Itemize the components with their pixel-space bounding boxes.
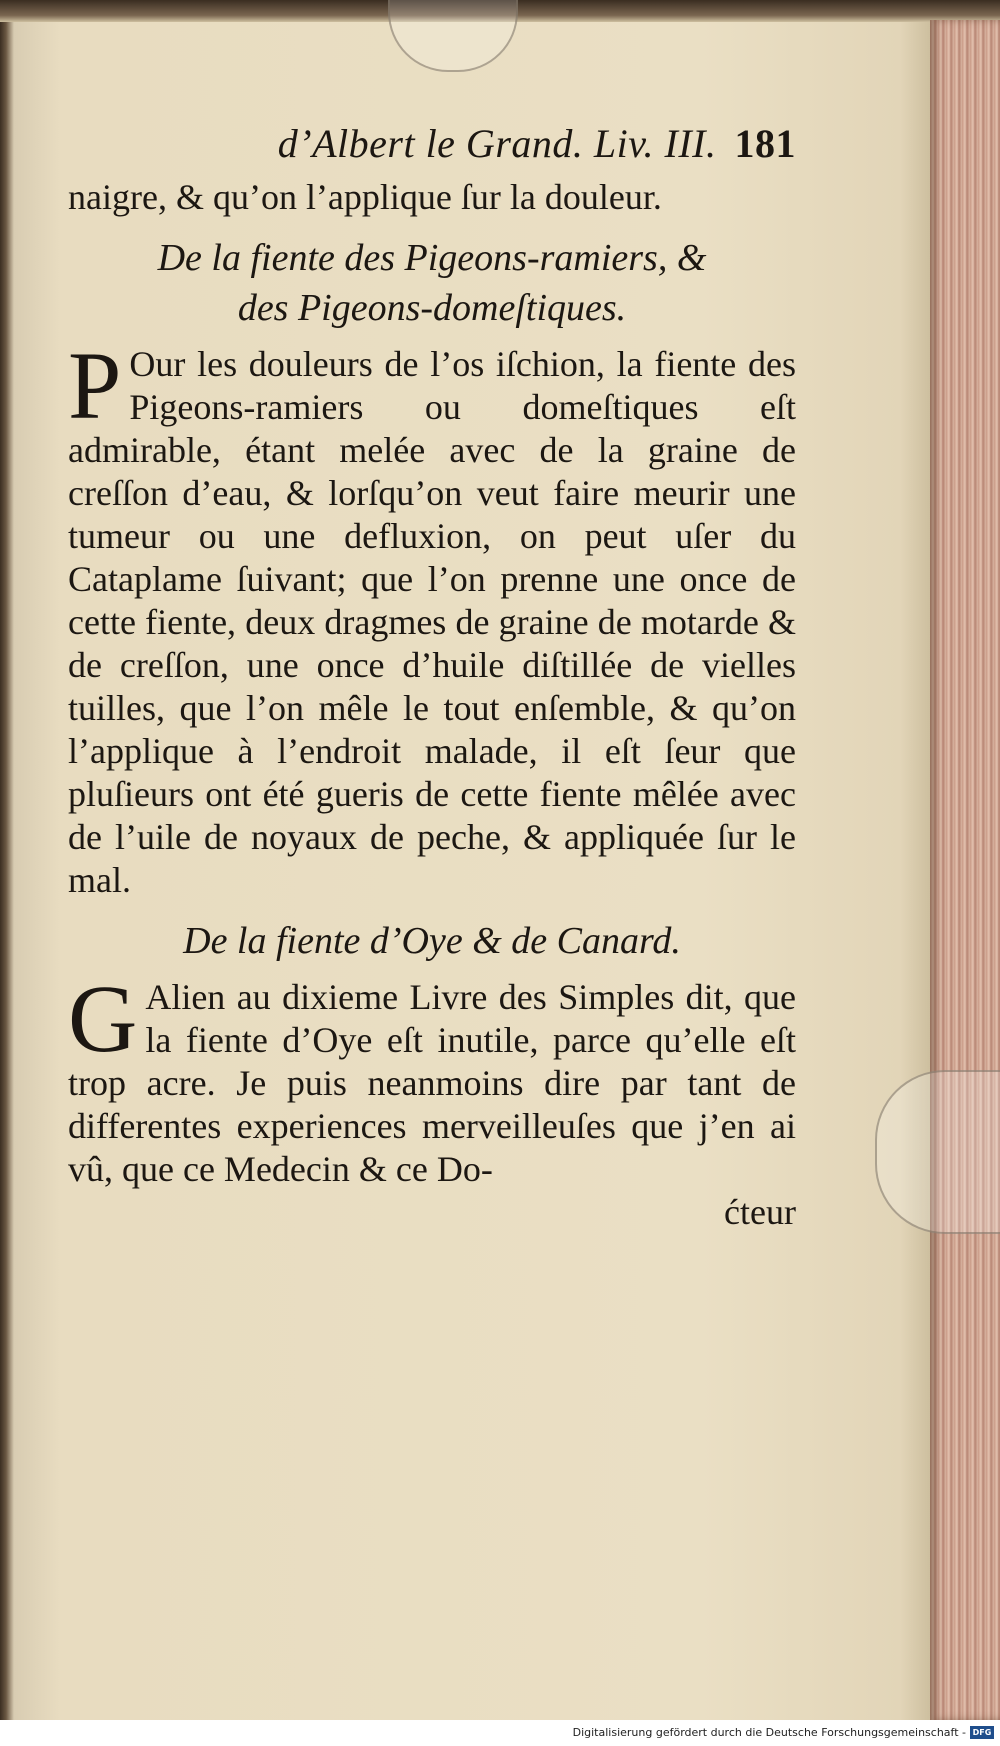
section-body-1-text: Our les douleurs de l’os iſchion, la fiente des Pigeons-ramiers ou domeſtiques eſt admirable, étant melée avec de la graine de creſſon d’eau, & lorſqu’on veut faire meurir une tumeur ou une defluxion, on peut uſer du Cataplame ſuivant; que l’on prenne une once de cette fiente, deux dragmes de graine de motarde & de creſſon, une once d’huile diſtillée de vielles tuilles, que l’on mêle le tout enſemble, & qu’on l’applique à l’endroit malade, il eſt ſeur que pluſieurs ont été gueris de cette fiente mêlée avec de l’uile de noyaux de peche, & appliquée ſur le mal. — [68, 344, 796, 900]
running-head-title: d’Albert le Grand. Liv. III. — [277, 121, 717, 166]
continuation-text: naigre, & qu’on l’applique ſur la douleur. — [68, 177, 662, 217]
drop-cap-g: G — [68, 965, 138, 1072]
dfg-logo: DFG — [970, 1726, 994, 1739]
digitization-credit: Digitalisierung gefördert durch die Deutsche Forschungsgemeinschaft - — [572, 1726, 966, 1739]
section-body-2 — [68, 965, 796, 1191]
section-heading-1-line2: des Pigeons-domeſtiques. — [237, 287, 627, 329]
page-text — [68, 112, 796, 1234]
section-body-1 — [68, 332, 796, 902]
right-glass-clip — [875, 1070, 1000, 1234]
page-edges — [930, 20, 1000, 1720]
drop-cap-p: P — [68, 332, 122, 439]
catchword: ćteur — [724, 1192, 796, 1232]
section-heading-1 — [68, 233, 796, 333]
running-head — [68, 112, 796, 176]
section-body-2-text: Alien au dixieme Livre des Simples dit, que la fiente d’Oye eſt inutile, parce qu’elle eſt trop acre. Je puis neanmoins dire par tant de differentes experiences merveilleuſes que j’en ai vû, que ce Medecin & ce Do- — [68, 977, 796, 1189]
section-heading-1-line1: De la fiente des Pigeons-ramiers, & — [157, 237, 707, 279]
page-number: 181 — [734, 121, 796, 166]
section-heading-2: De la fiente d’Oye & de Canard. — [183, 920, 681, 962]
